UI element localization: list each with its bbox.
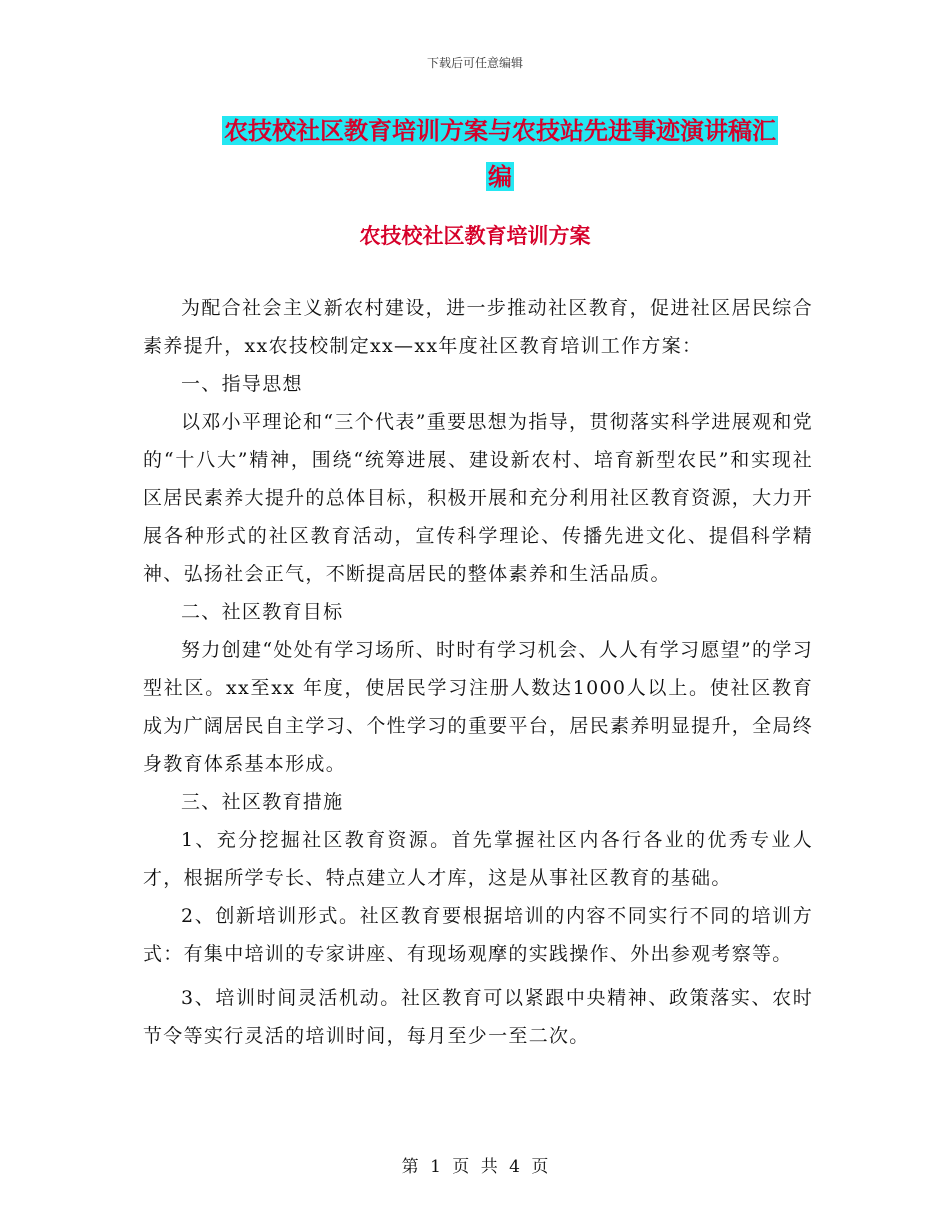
measure-1-paragraph: 1、充分挖掘社区教育资源。首先掌握社区内各行各业的优秀专业人才，根据所学专长、特点建立人才库，这是从事社区教育的基础。 [143,829,813,889]
header-note: 下载后可任意编辑 [426,56,523,70]
heading-education-goals: 二、社区教育目标 [181,601,344,623]
document-body [143,289,813,1055]
heading-education-measures: 三、社区教育措施 [181,791,344,813]
education-goals-paragraph: 努力创建“处处有学习场所、时时有学习机会、人人有学习愿望”的学习型社区。xx至xx 年度，使居民学习注册人数达1000人以上。使社区教育成为广阔居民自主学习、个性学习的重要平台，居民素养明显提升，全局终身教育体系基本形成。 [143,639,813,775]
measure-2-paragraph: 2、创新培训形式。社区教育要根据培训的内容不同实行不同的培训方式：有集中培训的专家讲座、有现场观摩的实践操作、外出参观考察等。 [143,905,813,965]
document-title-line-2: 编 [488,162,512,191]
heading-guiding-ideology: 一、指导思想 [181,373,303,395]
measure-3-paragraph: 3、培训时间灵活机动。社区教育可以紧跟中央精神、政策落实、农时节令等实行灵活的培训时间，每月至少一至二次。 [143,987,813,1047]
page-number-footer: 第 1 页 共 4 页 [401,1157,549,1177]
section-title: 农技校社区教育培训方案 [359,223,591,248]
intro-paragraph: 为配合社会主义新农村建设，进一步推动社区教育，促进社区居民综合素养提升，xx农技校制定xx—xx年度社区教育培训工作方案： [143,297,813,357]
document-title [180,108,820,200]
document-title-line-1: 农技校社区教育培训方案与农技站先进事迹演讲稿汇 [224,116,776,145]
guiding-ideology-paragraph: 以邓小平理论和“三个代表”重要思想为指导，贯彻落实科学进展观和党的“十八大”精神，围绕“统筹进展、建设新农村、培育新型农民”和实现社区居民素养大提升的总体目标，积极开展和充分利用社区教育资源，大力开展各种形式的社区教育活动，宣传科学理论、传播先进文化、提倡科学精神、弘扬社会正气，不断提高居民的整体素养和生活品质。 [143,411,813,585]
